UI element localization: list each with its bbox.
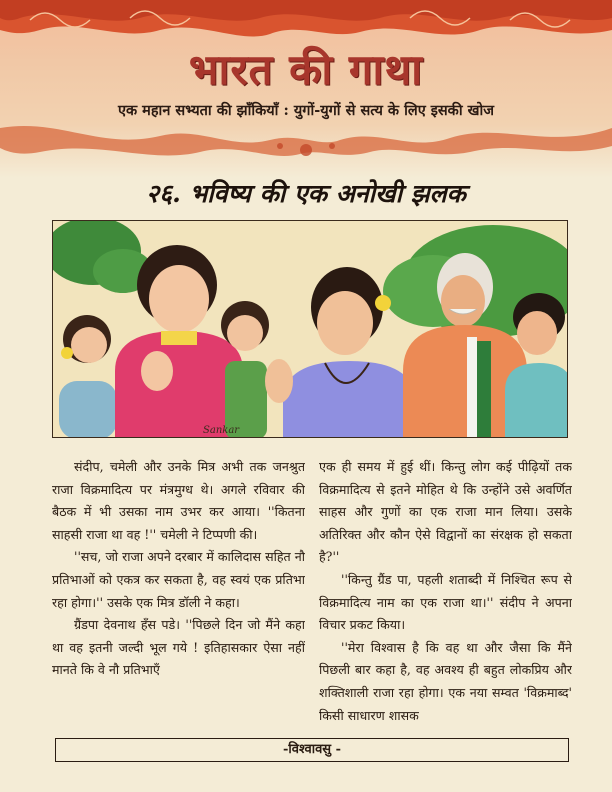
paragraph: ग्रैंडपा देवनाथ हँस पडे। ''पिछले दिन जो मैंने कहा था वह इतनी जल्दी भूल गये ! इतिहासकार ऐसा नहीं मानते कि वे नौ प्रतिभाएँ	[52, 617, 305, 678]
paragraph: ''सच, जो राजा अपने दरबार में कालिदास सहित नौ प्रतिभाओं को एकत्र कर सकता है, वह स्वयं एक प्रतिभा रहा होगा।'' उसके एक मित्र डॉली ने कहा।	[52, 549, 305, 610]
author-box	[55, 738, 569, 762]
article-body	[52, 456, 572, 728]
paragraph: एक ही समय में हुई थीं। किन्तु लोग कई पीढ़ियों तक विक्रमादित्य से इतने मोहित थे कि उन्होंने उसे अवर्णित साहस और गुणों का एक राजा मान लिया। उसके अतिरिक्त और कौन ऐसे विद्वानों का संरक्षक हो सकता है?''	[319, 459, 572, 565]
illustration-art	[53, 221, 568, 438]
artist-signature: Sankar	[203, 425, 240, 436]
story-illustration	[52, 220, 568, 438]
author-name: -विश्वावसु -	[282, 742, 342, 757]
girl-middle	[221, 301, 269, 438]
page-title: भारत की गाथा	[188, 45, 424, 94]
paragraph: संदीप, चमेली और उनके मित्र अभी तक जनश्रुत राजा विक्रमादित्य पर मंत्रमुग्ध थे। अगले रविवार की बैठक में भी उसका नाम उभर कर आया। ''कितना साहसी राजा था वह !'' चमेली ने टिप्पणी की।	[52, 459, 305, 542]
column-left	[52, 456, 305, 728]
chapter-heading: २६. भविष्य की एक अनोखी झलक	[146, 179, 466, 208]
header-banner	[0, 0, 612, 178]
page-subtitle: एक महान सभ्यता की झाँकियाँ : युगों-युगों से सत्य के लिए इसकी खोज	[117, 102, 494, 119]
paragraph: ''मेरा विश्वास है कि वह था और जैसा कि मैंने पिछली बार कहा है, वह अवश्य ही बहुत लोकप्रिय और शक्तिशाली राजा रहा होगा। एक नया सम्वत 'विक्रमाब्द' किसी साधारण शासक	[319, 639, 572, 723]
column-right	[319, 456, 572, 728]
paragraph: ''किन्तु ग्रैंड पा, पहली शताब्दी में निश्चित रूप से विक्रमादित्य नाम का एक राजा था।'' संदीप ने अपना विचार प्रकट किया।	[319, 571, 572, 633]
